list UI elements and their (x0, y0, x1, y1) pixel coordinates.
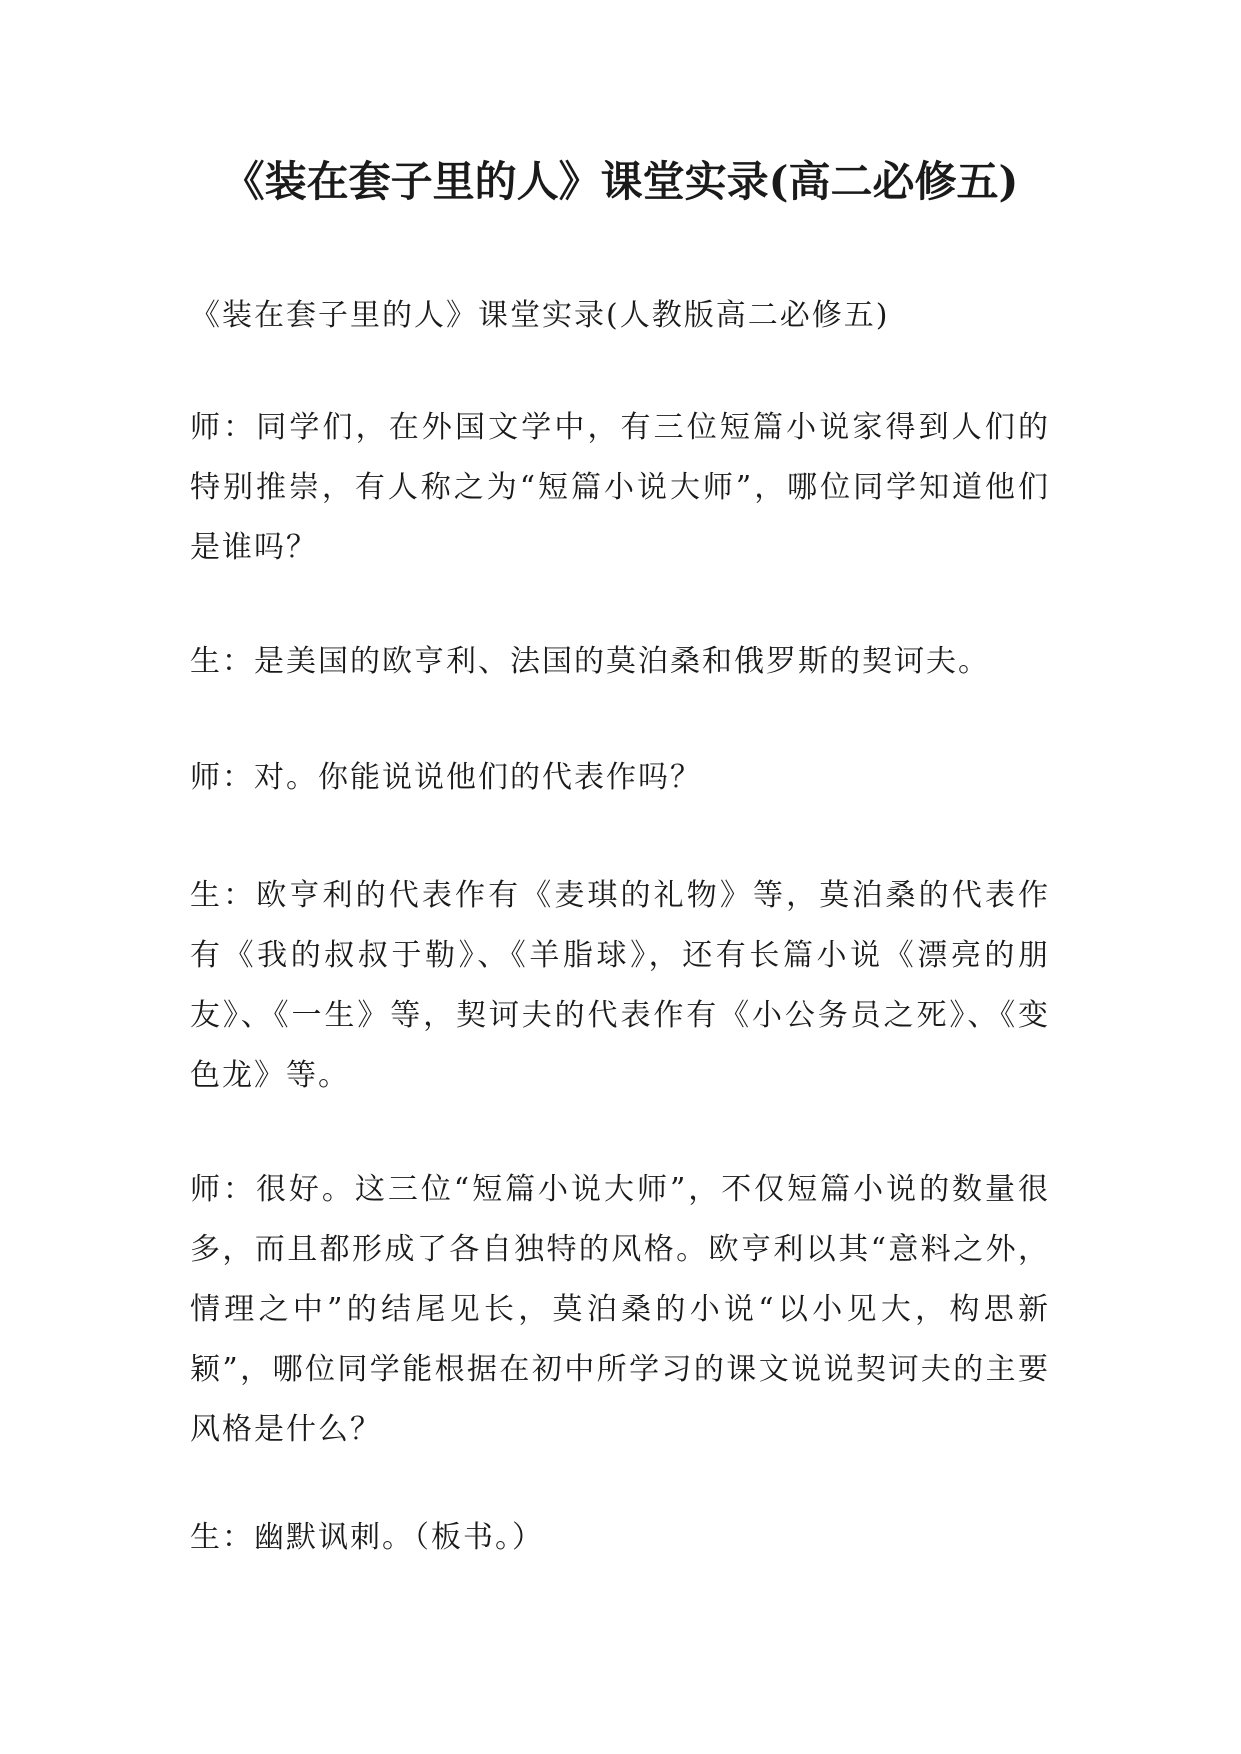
document-subtitle: 《装在套子里的人》课堂实录(人教版高二必修五) (190, 298, 890, 333)
paragraph-teacher-question-works: 师：对。你能说说他们的代表作吗？ (190, 760, 702, 795)
paragraph-teacher-styles: 师：很好。这三位“短篇小说大师”，不仅短篇小说的数量很多，而且都形成了各自独特的风格。欧亨利以其“意料之外，情理之中”的结尾见长，莫泊桑的小说“以小见大，构思新颖”，哪位同学能根据在初中所学习的课文说说契诃夫的主要风格是什么？ (190, 1172, 1050, 1447)
paragraph-student-answer-works: 生：欧亨利的代表作有《麦琪的礼物》等，莫泊桑的代表作有《我的叔叔于勒》、《羊脂球》，还有长篇小说《漂亮的朋友》、《一生》等，契诃夫的代表作有《小公务员之死》、《变色龙》等。 (190, 878, 1050, 1093)
paragraph-student-answer-authors: 生：是美国的欧亨利、法国的莫泊桑和俄罗斯的契诃夫。 (190, 644, 990, 679)
document-title: 《装在套子里的人》课堂实录(高二必修五) (222, 157, 1019, 206)
paragraph-teacher-intro: 师：同学们，在外国文学中，有三位短篇小说家得到人们的特别推崇，有人称之为“短篇小说大师”，哪位同学知道他们是谁吗？ (190, 410, 1050, 565)
paragraph-student-answer-style: 生：幽默讽刺。（板书。） (190, 1520, 544, 1555)
